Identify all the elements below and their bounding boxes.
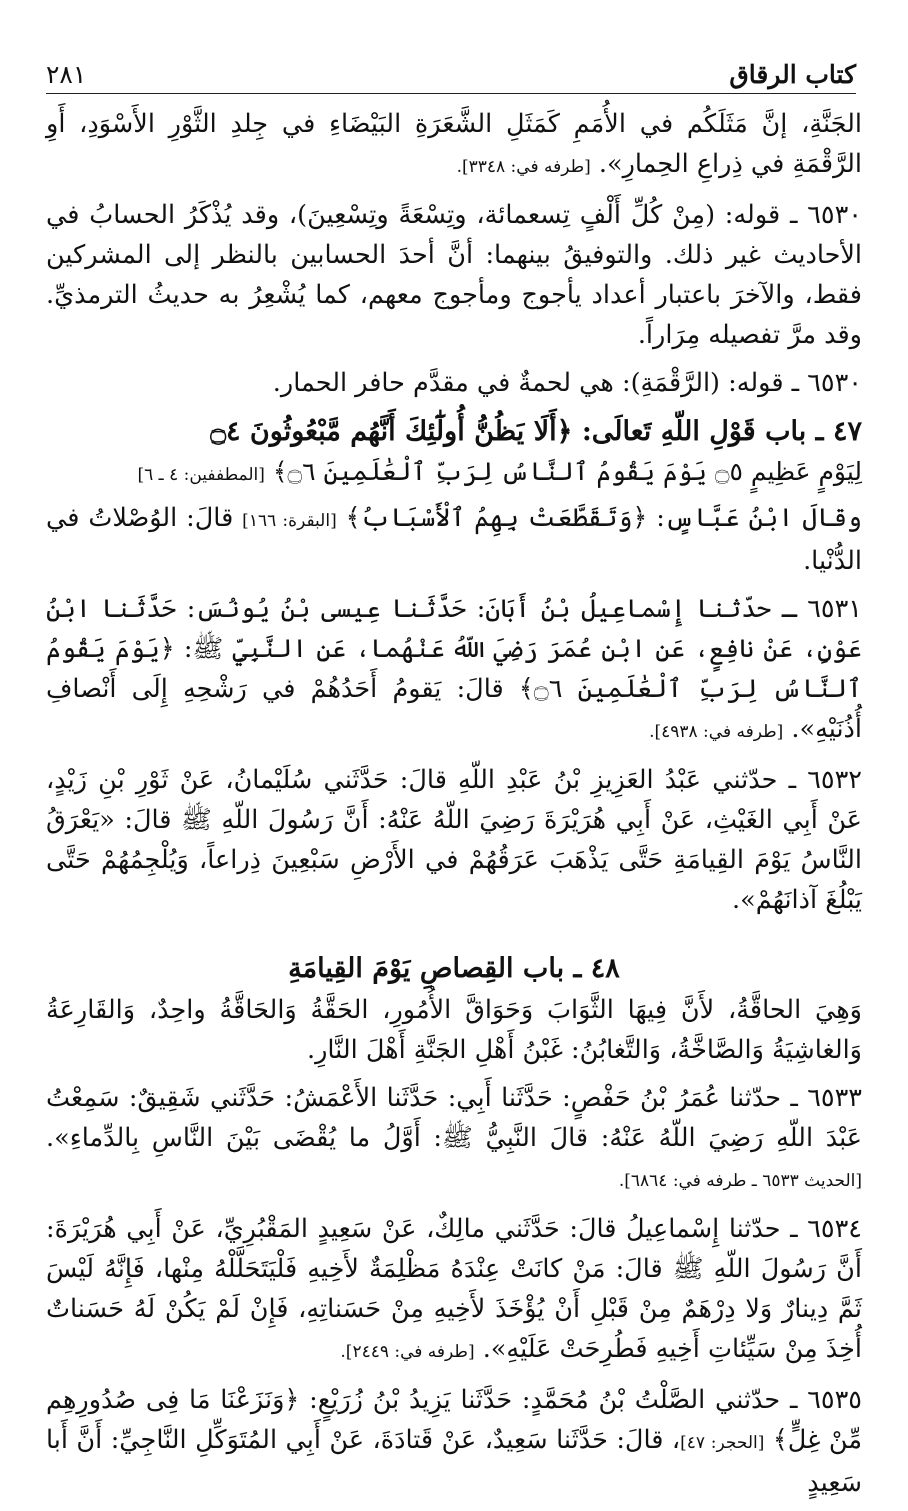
hadith-paragraph <box>46 760 862 920</box>
hadith-paragraph <box>46 589 862 752</box>
chapter-heading-47 <box>46 411 862 453</box>
paragraph <box>46 104 862 187</box>
paragraph-text: ٦٥٣٠ ـ قوله: (مِنْ كُلِّ أَلْفٍ تِسعمائة، وتِسْعَةً وتِسْعِينَ)، وقد يُذْكَرُ الحسابُ في الأحاديث غير ذلك. والتوفيقُ بينهما: أنَّ أحدَ الحسابين بالنظر إلى المشركين فقط، والآخرَ باعتبار أعداد يأجوج ومأجوج معهم، كما يُشْعِرُ به حديثُ الترمذيِّ. وقد مرَّ تفصيله مِرَاراً. <box>46 200 862 350</box>
quran-reference: [المطففين: ٤ ـ ٦] <box>137 465 265 485</box>
paragraph-text: ٦٥٣٣ ـ حدّثنا عُمَرُ بْنُ حَفْصٍ: حَدَّثَنا أَبِي: حَدَّثَنا الأَعْمَشُ: حَدَّثَني شَقِيقٌ: سَمِعْتُ عَبْدَ اللّهِ رَضِيَ اللّهُ عَنْهُ: قالَ النَّبِيُّ ﷺ: أَوَّلُ ما يُقْضَى بَيْنَ النَّاسِ بِالدِّماءِ». <box>46 1083 862 1153</box>
page-number: ٢٨١ <box>46 60 87 89</box>
paragraph-text: الجَنَّةِ، إنَّ مَثَلَكُم في الأُمَمِ كَمَثَلِ الشَّعَرَةِ البَيْضَاءِ في جِلدِ الثَّوْرِ الأَسْوَدِ، أَوِ الرَّقْمَةِ في ذِراعِ الحِمارِ». <box>46 109 862 179</box>
hadith-paragraph <box>46 1209 862 1372</box>
chapter-heading-text: ٤٨ ـ باب القِصاصِ يَوْمَ القِيامَةِ <box>288 953 620 984</box>
paragraph-text: ٦٥٣٠ ـ قوله: (الرَّقْمَةِ): هي لحمةٌ في مقدَّم حافر الحمار. <box>272 368 862 398</box>
cross-reference: [طرفه في: ٢٤٤٩]. <box>340 1342 475 1362</box>
chapter-heading-continuation <box>46 453 862 494</box>
book-title: كتاب الرقاق <box>729 60 856 89</box>
chapter-heading-48 <box>46 948 862 990</box>
paragraph <box>46 498 862 581</box>
paragraph-text: ٦٥٣١ ـ حدّثنا إِسْماعِيلُ بْنُ أَبَانَ: حَدَّثَنا عِيسى بْنُ يُونُسَ: حَدَّثَنا ابْنُ عَوْنٍ، عَنْ نافِعٍ، عَنِ ابْنِ عُمَرَ رَضِيَ اللّهُ عَنْهُما، عَنِ النَّبِيِّ ﷺ: ﴿يَوْمَ يَقُومُ ٱلنَّاسُ لِرَبِّ ٱلْعَٰلَمِينَ ۝٦﴾ قالَ: يَقومُ أَحَدُهُمْ في رَشْحِهِ إِلَى أَنْصافِ أُذُنَيْهِ». <box>46 594 862 744</box>
hadith-paragraph <box>46 1380 862 1503</box>
cross-reference: [طرفه في: ٣٣٤٨]. <box>456 157 591 177</box>
page-body <box>46 104 862 1511</box>
paragraph-text: وَهِيَ الحاقَّةُ، لأَنَّ فِيهَا الثَّوَابَ وَحَوَاقَّ الأُمُورِ، الحَقَّةُ وَالحَاقَّةُ واحِدٌ، وَالقَارِعَةُ وَالغاشِيَةُ وَالصَّاخَّةُ، وَالتَّغابُنُ: غَبْنُ أَهْلِ الجَنَّةِ أَهْلَ النَّارِ. <box>46 995 862 1065</box>
chapter-heading-text: ٤٧ ـ باب قَوْلِ اللّهِ تَعالَى: ﴿أَلَا يَظُنُّ أُولَٰٓئِكَ أَنَّهُم مَّبْعُوثُونَ ۝٤ <box>210 416 862 447</box>
quran-reference: [البقرة: ١٦٦] <box>242 511 337 531</box>
hadith-paragraph <box>46 1078 862 1201</box>
paragraph-text: ٦٥٣٤ ـ حدّثنا إِسْماعِيلُ قالَ: حَدَّثَني مالِكٌ، عَنْ سَعِيدٍ المَقْبُرِيِّ، عَنْ أَبِي هُرَيْرَةَ: أَنَّ رَسُولَ اللّهِ ﷺ قالَ: مَنْ كانَتْ عِنْدَهُ مَظْلِمَةٌ لأَخِيهِ فَلْيَتَحَلَّلْهُ مِنْها، فَإِنَّهُ لَيْسَ ثَمَّ دِينارٌ وَلا دِرْهَمٌ مِنْ قَبْلِ أَنْ يُؤْخَذَ لأَخِيهِ مِنْ حَسَناتِهِ، فَإِنْ لَمْ يَكُنْ لَهُ حَسَناتٌ أُخِذَ مِنْ سَيِّئاتِ أَخِيهِ فَطُرِحَتْ عَلَيْهِ». <box>46 1214 862 1364</box>
running-header <box>46 56 856 94</box>
paragraph <box>46 363 862 403</box>
paragraph-text: وقالَ ابْنُ عَبَّاسٍ: ﴿وَتَقَطَّعَتْ بِهِمُ ٱلْأَسْبَابُ﴾ <box>336 503 862 533</box>
quran-verse: لِيَوْمٍ عَظِيمٍ ۝٥ يَوْمَ يَقُومُ ٱلنَّاسُ لِرَبِّ ٱلْعَٰلَمِينَ ۝٦﴾ <box>272 457 862 486</box>
paragraph <box>46 195 862 355</box>
paragraph-text: ٦٥٣٥ ـ حدّثني الصَّلْتُ بْنُ مُحَمَّدٍ: حَدَّثَنا يَزِيدُ بْنُ زُرَيْعٍ: ﴿وَنَزَعْنَا مَا فِى صُدُورِهِم مِّنْ غِلٍّ﴾ <box>46 1385 862 1455</box>
quran-reference: [الحجر: ٤٧] <box>680 1433 765 1453</box>
paragraph-text: قالَ: الوُصْلاتُ في الدُّنْيا. <box>46 503 862 576</box>
cross-reference: [الحديث ٦٥٣٣ ـ طرفه في: ٦٨٦٤]. <box>618 1171 862 1191</box>
cross-reference: [طرفه في: ٤٩٣٨]. <box>649 722 784 742</box>
paragraph-text: ، قالَ: حَدَّثَنا سَعِيدٌ، عَنْ قَتادَةَ، عَنْ أَبِي المُتَوَكِّلِ النَّاجِيِّ: أَنَّ أَبا سَعِيدٍ <box>46 1425 862 1498</box>
paragraph-text: ٦٥٣٢ ـ حدّثني عَبْدُ العَزِيزِ بْنُ عَبْدِ اللّهِ قالَ: حَدَّثَني سُلَيْمانُ، عَنْ ثَوْرِ بْنِ زَيْدٍ، عَنْ أَبِي الغَيْثِ، عَنْ أَبِي هُرَيْرَةَ رَضِيَ اللّهُ عَنْهُ: أَنَّ رَسُولَ اللّهِ ﷺ قالَ: «يَعْرَقُ النَّاسُ يَوْمَ القِيامَةِ حَتَّى يَذْهَبَ عَرَقُهُمْ في الأَرْضِ سَبْعِينَ ذِراعاً، وَيُلْجِمُهُمْ حَتَّى يَبْلُغَ آذانَهُمْ». <box>46 765 862 915</box>
paragraph <box>46 990 862 1070</box>
